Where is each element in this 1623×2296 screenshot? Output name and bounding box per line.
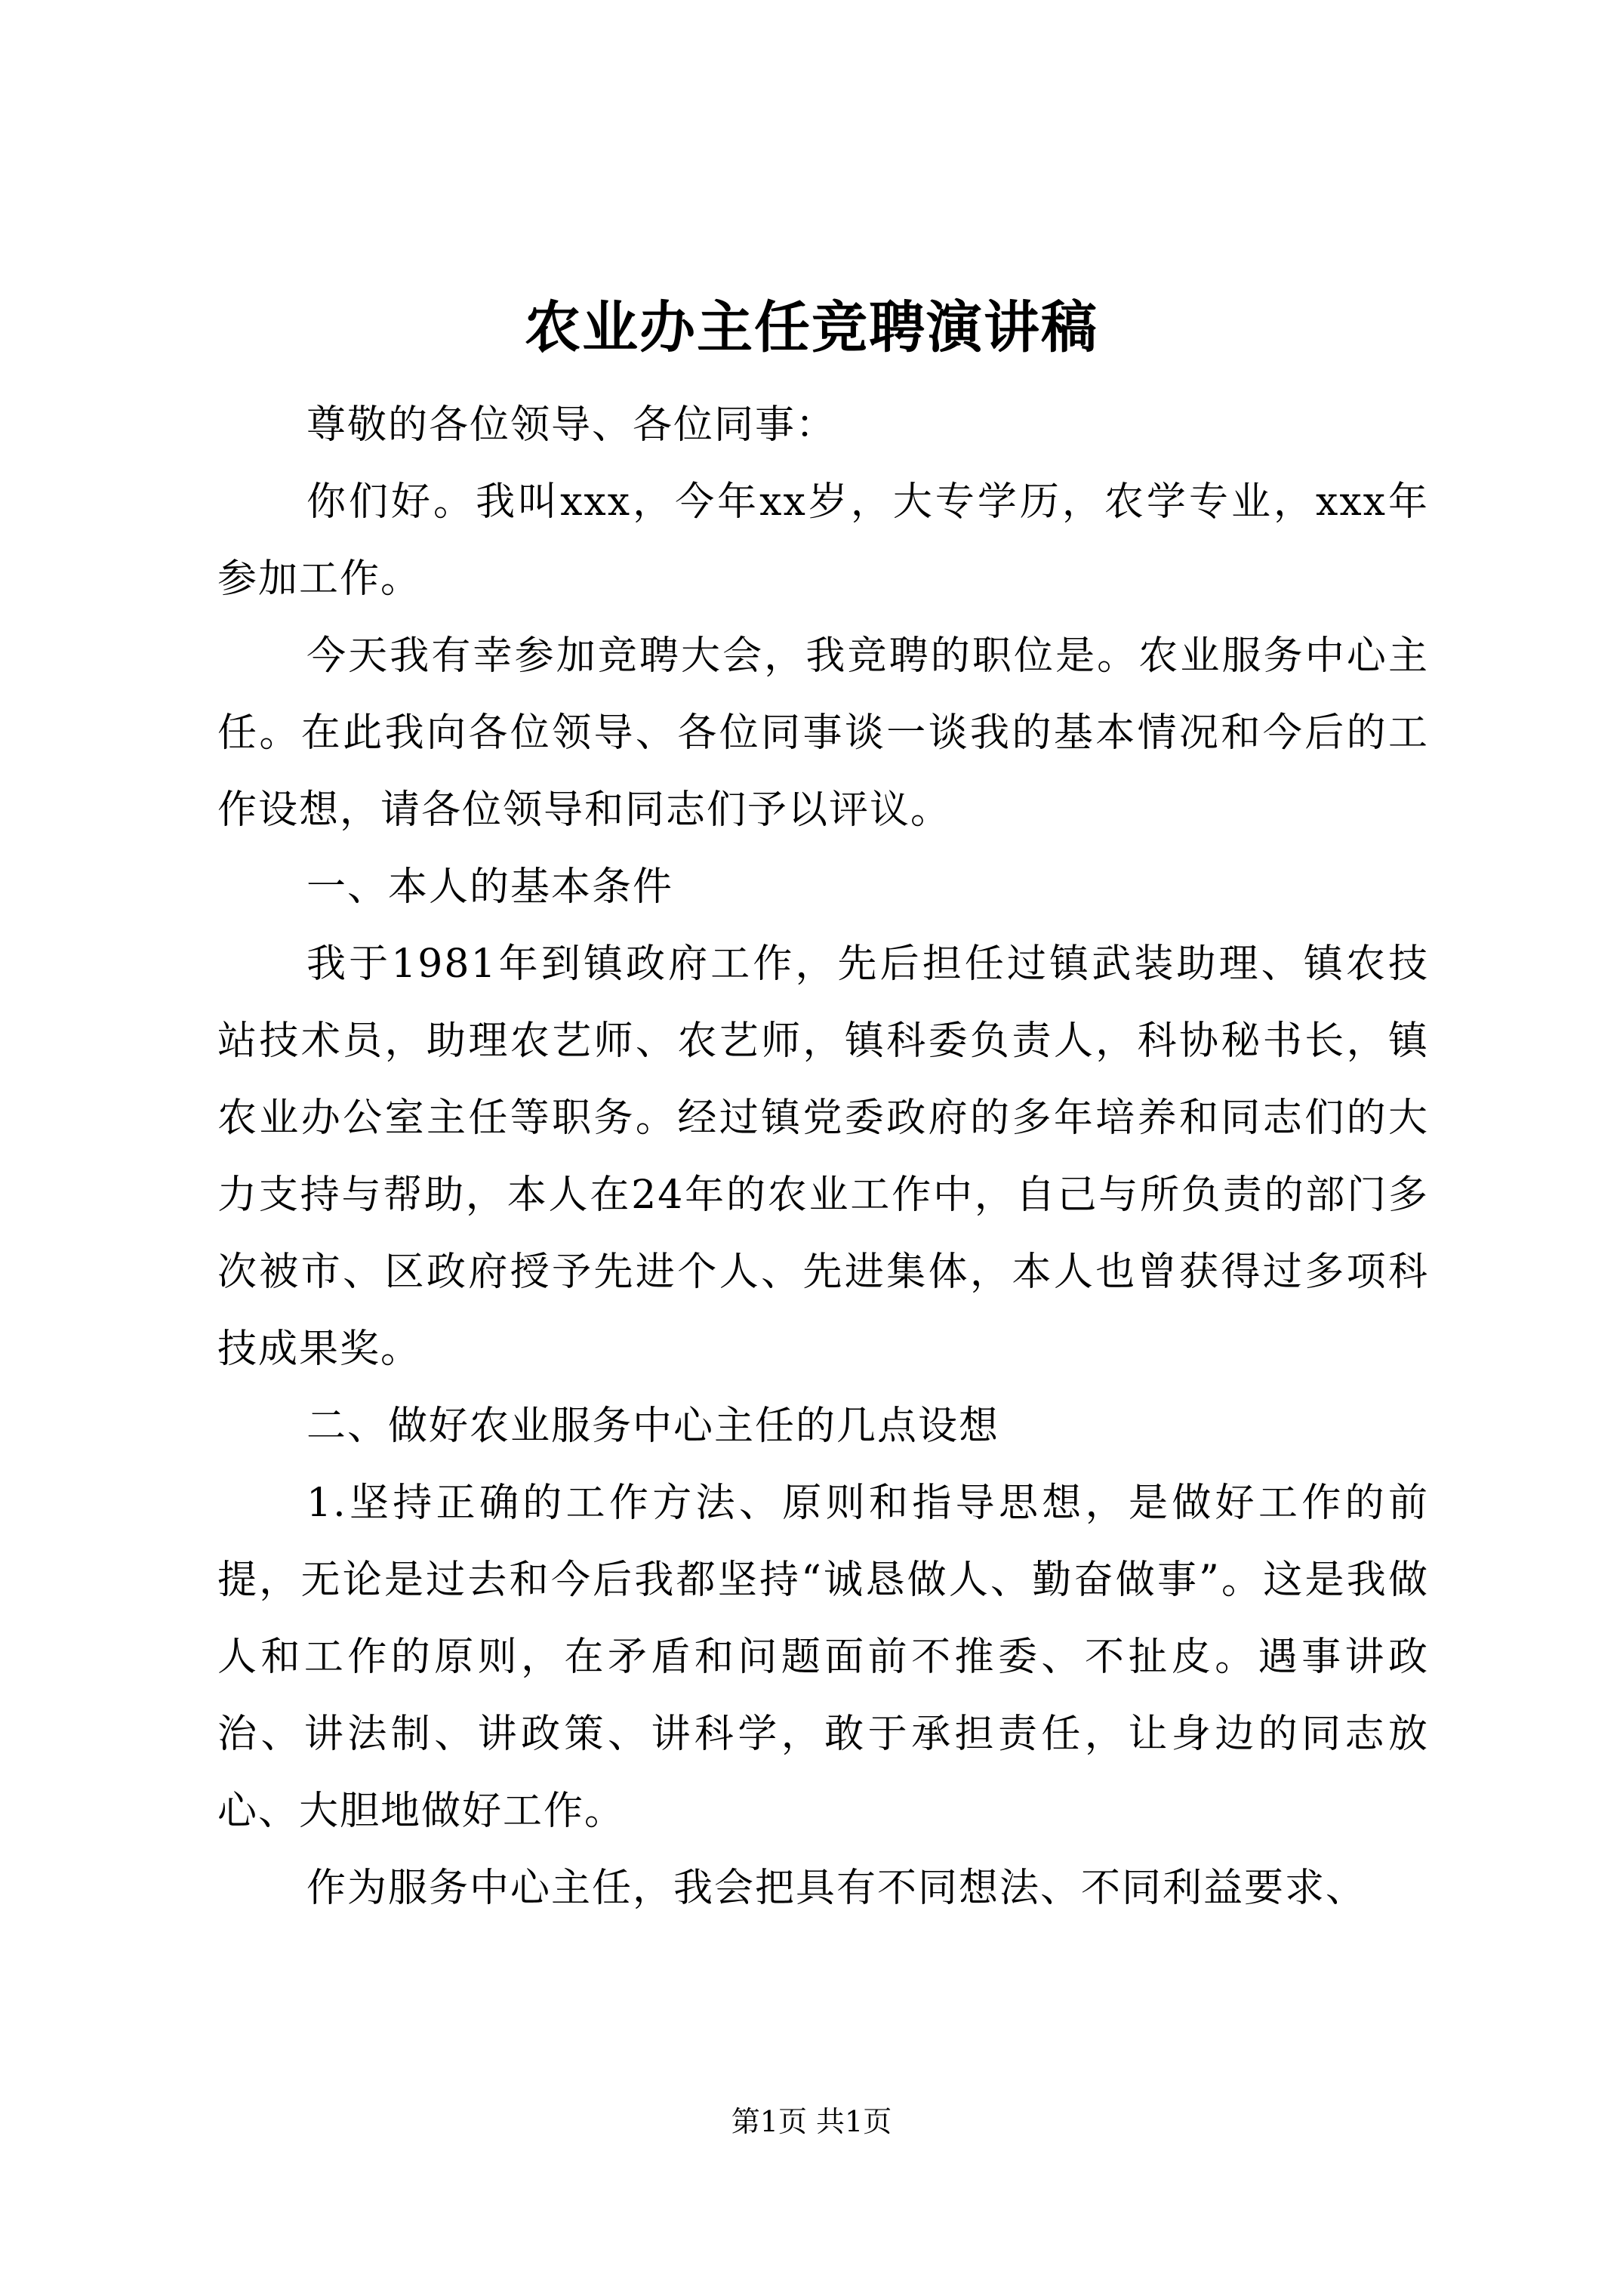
document-title: 农业办主任竞聘演讲稿 [525, 295, 1098, 360]
section-heading-work-plans: 二、做好农业服务中心主任的几点设想 [306, 1404, 1000, 1449]
document-body [217, 387, 1429, 1927]
paragraph-principles: 1.坚持正确的工作方法、原则和指导思想，是做好工作的前提，无论是过去和今后我都坚持“诚恳做人、勤奋做事”。这是我做人和工作的原则，在矛盾和问题面前不推委、不扯皮。遇事讲政治、讲法制、讲政策、讲科学，敢于承担责任，让身边的同志放心、大胆地做好工作。 [217, 1481, 1429, 1834]
paragraph-work-history: 我于1981年到镇政府工作，先后担任过镇武装助理、镇农技站技术员，助理农艺师、农艺师，镇科委负责人，科协秘书长，镇农业办公室主任等职务。经过镇党委政府的多年培养和同志们的大力支持与帮助，本人在24年的农业工作中，自己与所负责的部门多次被市、区政府授予先进个人、先进集体，本人也曾获得过多项科技成果奖。 [217, 942, 1429, 1372]
page-footer: 第1页 共1页 [731, 2105, 892, 2138]
section-heading-basic-conditions: 一、本人的基本条件 [306, 864, 674, 910]
paragraph-continuation: 作为服务中心主任，我会把具有不同想法、不同利益要求、 [306, 1866, 1367, 1911]
salutation: 尊敬的各位领导、各位同事： [306, 402, 837, 448]
paragraph-position: 今天我有幸参加竞聘大会，我竞聘的职位是。农业服务中心主任。在此我向各位领导、各位同事谈一谈我的基本情况和今后的工作设想，请各位领导和同志们予以评议。 [217, 633, 1429, 833]
paragraph-introduction: 你们好。我叫xxx，今年xx岁，大专学历，农学专业，xxx年参加工作。 [217, 479, 1429, 602]
